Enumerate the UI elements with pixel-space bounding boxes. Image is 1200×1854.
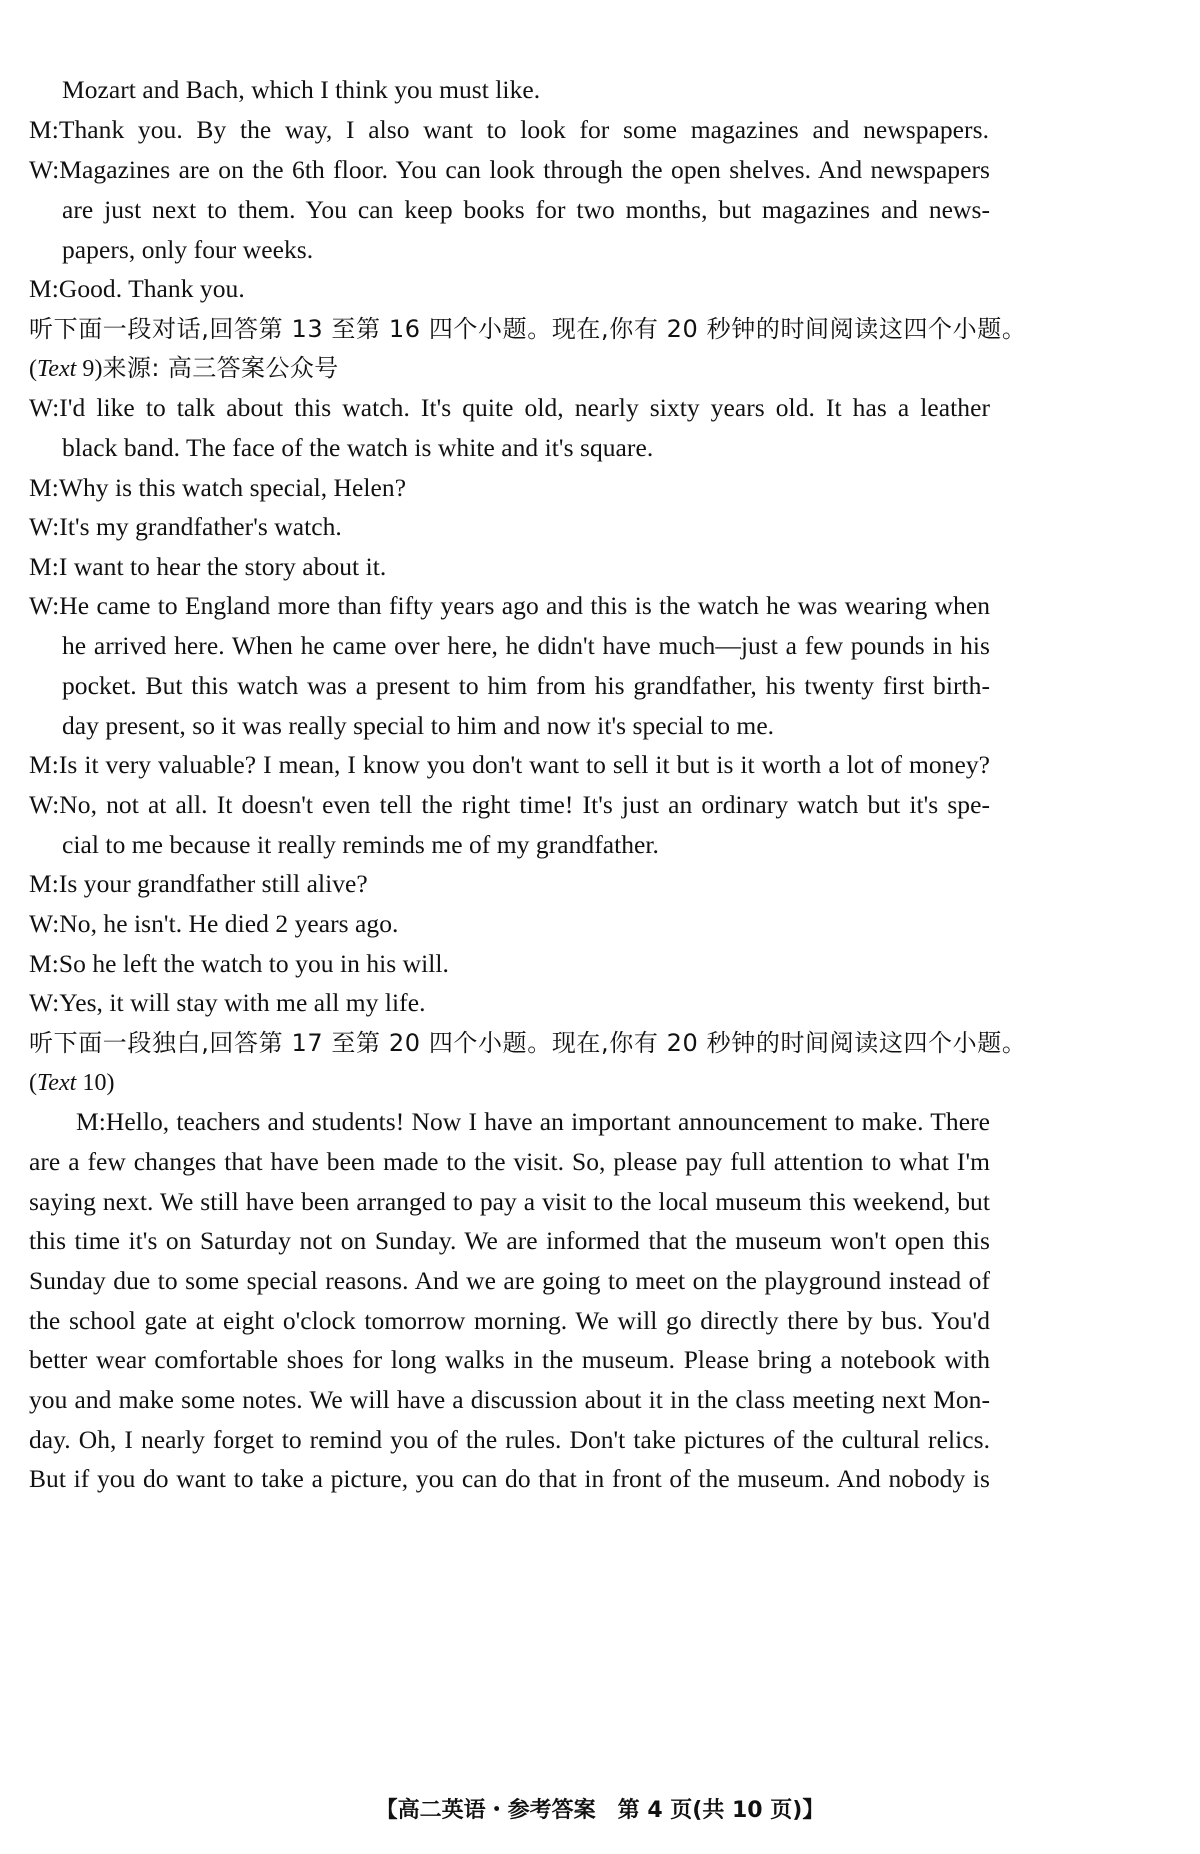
dialogue-line: W:No, he isn't. He died 2 years ago. [29, 909, 399, 938]
dialogue-line: day present, so it was really special to him and now it's special to me. [62, 711, 775, 740]
text-number: 10) [76, 1070, 115, 1096]
dialogue-line: he arrived here. When he came over here, he didn't have much—just a few pounds in his [62, 631, 990, 660]
dialogue-line: M:Thank you. By the way, I also want to look for some magazines and newspapers. [29, 115, 989, 144]
page-footer: 【高二英语・参考答案 第 4 页(共 10 页)】 [375, 1798, 825, 1823]
dialogue-line: M:Is it very valuable? I mean, I know you don't want to sell it but is it worth a lot of money? [29, 750, 990, 779]
instruction-line: 听下面一段对话,回答第 13 至第 16 四个小题。现在,你有 20 秒钟的时间阅读这四个小题。 [29, 315, 1027, 343]
source-note: 来源: 高三答案公众号 [102, 354, 339, 382]
dialogue-line: black band. The face of the watch is white and it's square. [62, 433, 654, 462]
text-10-heading [29, 1063, 929, 1103]
dialogue-line: M:So he left the watch to you in his will. [29, 949, 449, 978]
dialogue-line: W:Yes, it will stay with me all my life. [29, 988, 426, 1017]
dialogue-line: M:I want to hear the story about it. [29, 552, 387, 581]
text-label: Text [37, 1070, 77, 1096]
dialogue-line: M:Is your grandfather still alive? [29, 869, 368, 898]
text-9-heading [29, 348, 929, 389]
dialogue-line: are just next to them. You can keep books for two months, but magazines and news- [62, 195, 990, 224]
paren-open: ( [29, 356, 38, 382]
monologue-line: saying next. We still have been arranged to pay a visit to the local museum this weekend, but [29, 1187, 990, 1216]
monologue-line: better wear comfortable shoes for long walks in the museum. Please bring a notebook with [29, 1345, 990, 1374]
text-line: Mozart and Bach, which I think you must like. [62, 75, 541, 104]
monologue-line: But if you do want to take a picture, you can do that in front of the museum. And nobody is [29, 1464, 990, 1493]
instruction-line: 听下面一段独白,回答第 17 至第 20 四个小题。现在,你有 20 秒钟的时间阅读这四个小题。 [29, 1029, 1027, 1057]
dialogue-line: W:I'd like to talk about this watch. It's quite old, nearly sixty years old. It has a leather [29, 393, 990, 422]
dialogue-line: M:Why is this watch special, Helen? [29, 473, 407, 502]
dialogue-line: pocket. But this watch was a present to him from his grandfather, his twenty first birth- [62, 671, 990, 700]
monologue-line: this time it's on Saturday not on Sunday. We are informed that the museum won't open this [29, 1226, 990, 1255]
dialogue-line: papers, only four weeks. [62, 235, 314, 264]
dialogue-line: W:No, not at all. It doesn't even tell the right time! It's just an ordinary watch but it's spe- [29, 790, 990, 819]
text-label: Text [37, 356, 77, 382]
dialogue-line: M:Good. Thank you. [29, 274, 245, 303]
monologue-line: you and make some notes. We will have a discussion about it in the class meeting next Mon- [29, 1385, 990, 1414]
dialogue-line: W:Magazines are on the 6th floor. You can look through the open shelves. And newspapers [29, 155, 990, 184]
dialogue-line: W:It's my grandfather's watch. [29, 512, 342, 541]
monologue-line: are a few changes that have been made to the visit. So, please pay full attention to what I'm [29, 1147, 990, 1176]
text-number: 9) [76, 356, 103, 382]
dialogue-line: cial to me because it really reminds me of my grandfather. [62, 830, 659, 859]
monologue-line: Sunday due to some special reasons. And we are going to meet on the playground instead of [29, 1266, 990, 1295]
monologue-line: the school gate at eight o'clock tomorrow morning. We will go directly there by bus. You'd [29, 1306, 990, 1335]
dialogue-line: W:He came to England more than fifty years ago and this is the watch he was wearing when [29, 591, 990, 620]
monologue-line: M:Hello, teachers and students! Now I have an important announcement to make. There [76, 1107, 990, 1136]
paren-open: ( [29, 1070, 38, 1096]
monologue-line: day. Oh, I nearly forget to remind you of the rules. Don't take pictures of the cultural relics. [29, 1425, 990, 1454]
